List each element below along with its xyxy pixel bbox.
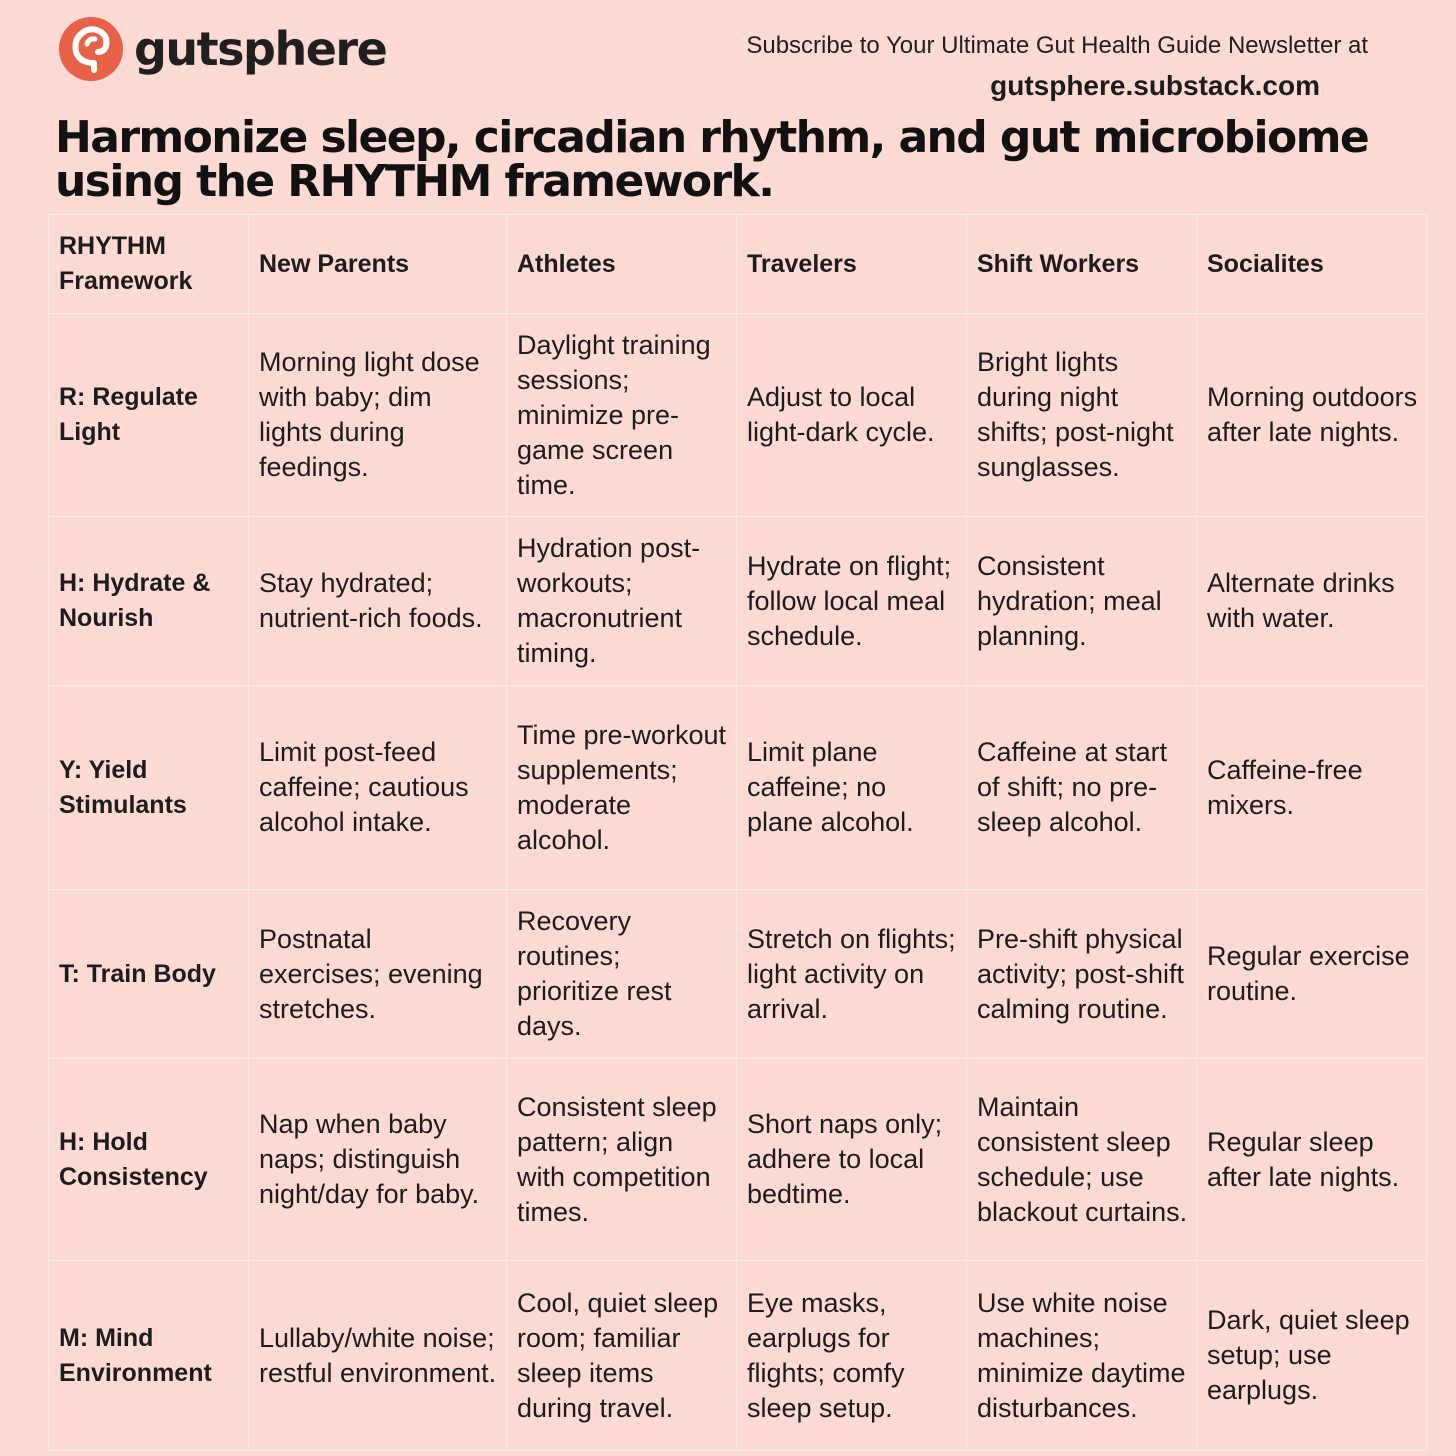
table-cell: Regular exercise routine.: [1197, 890, 1427, 1059]
subscribe-text: Subscribe to Your Ultimate Gut Health Guide Newsletter at: [746, 32, 1368, 59]
table-cell: Consistent hydration; meal planning.: [967, 517, 1197, 686]
brand-name: gutsphere: [134, 22, 387, 76]
row-header: Y: Yield Stimulants: [49, 686, 249, 890]
table-cell: Regular sleep after late nights.: [1197, 1059, 1427, 1261]
table-cell: Maintain consistent sleep schedule; use blackout curtains.: [967, 1059, 1197, 1261]
table-cell: Limit plane caffeine; no plane alcohol.: [737, 686, 967, 890]
table-cell: Nap when baby naps; distinguish night/day for baby.: [249, 1059, 507, 1261]
column-header: RHYTHM Framework: [49, 215, 249, 314]
table-cell: Dark, quiet sleep setup; use earplugs.: [1197, 1261, 1427, 1451]
table-cell: Stretch on flights; light activity on arrival.: [737, 890, 967, 1059]
table-cell: Hydrate on flight; follow local meal schedule.: [737, 517, 967, 686]
brand-logo: [56, 14, 386, 84]
table-row: [49, 517, 1427, 686]
column-header: Athletes: [507, 215, 737, 314]
row-header: H: Hold Consistency: [49, 1059, 249, 1261]
table-cell: Time pre-workout supplements; moderate alcohol.: [507, 686, 737, 890]
row-header: T: Train Body: [49, 890, 249, 1059]
row-header: H: Hydrate & Nourish: [49, 517, 249, 686]
table-cell: Recovery routines; prioritize rest days.: [507, 890, 737, 1059]
table-cell: Consistent sleep pattern; align with competition times.: [507, 1059, 737, 1261]
table-row: [49, 890, 1427, 1059]
table-cell: Daylight training sessions; minimize pre-game screen time.: [507, 314, 737, 517]
rhythm-framework-table: [48, 214, 1427, 1451]
row-header: R: Regulate Light: [49, 314, 249, 517]
table-cell: Caffeine at start of shift; no pre-sleep alcohol.: [967, 686, 1197, 890]
gut-intestine-icon: [56, 14, 126, 84]
table-row: [49, 1261, 1427, 1451]
table-cell: Hydration post-workouts; macronutrient timing.: [507, 517, 737, 686]
table-cell: Bright lights during night shifts; post-night sunglasses.: [967, 314, 1197, 517]
column-header: Shift Workers: [967, 215, 1197, 314]
table-cell: Postnatal exercises; evening stretches.: [249, 890, 507, 1059]
row-header: M: Mind Environment: [49, 1261, 249, 1451]
table-cell: Alternate drinks with water.: [1197, 517, 1427, 686]
table-cell: Use white noise machines; minimize daytime disturbances.: [967, 1261, 1197, 1451]
website-link[interactable]: gutsphere.substack.com: [990, 70, 1320, 101]
table-header-row: [49, 215, 1427, 314]
table-cell: Limit post-feed caffeine; cautious alcohol intake.: [249, 686, 507, 890]
page-title: Harmonize sleep, circadian rhythm, and gut microbiome using the RHYTHM framework.: [55, 112, 1369, 207]
column-header: Socialites: [1197, 215, 1427, 314]
table-cell: Adjust to local light-dark cycle.: [737, 314, 967, 517]
table-cell: Morning light dose with baby; dim lights during feedings.: [249, 314, 507, 517]
table-cell: Eye masks, earplugs for flights; comfy sleep setup.: [737, 1261, 967, 1451]
column-header: New Parents: [249, 215, 507, 314]
table-cell: Caffeine-free mixers.: [1197, 686, 1427, 890]
table-cell: Cool, quiet sleep room; familiar sleep items during travel.: [507, 1261, 737, 1451]
table-cell: Stay hydrated; nutrient-rich foods.: [249, 517, 507, 686]
column-header: Travelers: [737, 215, 967, 314]
table-cell: Pre-shift physical activity; post-shift calming routine.: [967, 890, 1197, 1059]
table-cell: Morning outdoors after late nights.: [1197, 314, 1427, 517]
table-row: [49, 686, 1427, 890]
table-row: [49, 314, 1427, 517]
table-cell: Lullaby/white noise; restful environment.: [249, 1261, 507, 1451]
table-cell: Short naps only; adhere to local bedtime.: [737, 1059, 967, 1261]
table-row: [49, 1059, 1427, 1261]
